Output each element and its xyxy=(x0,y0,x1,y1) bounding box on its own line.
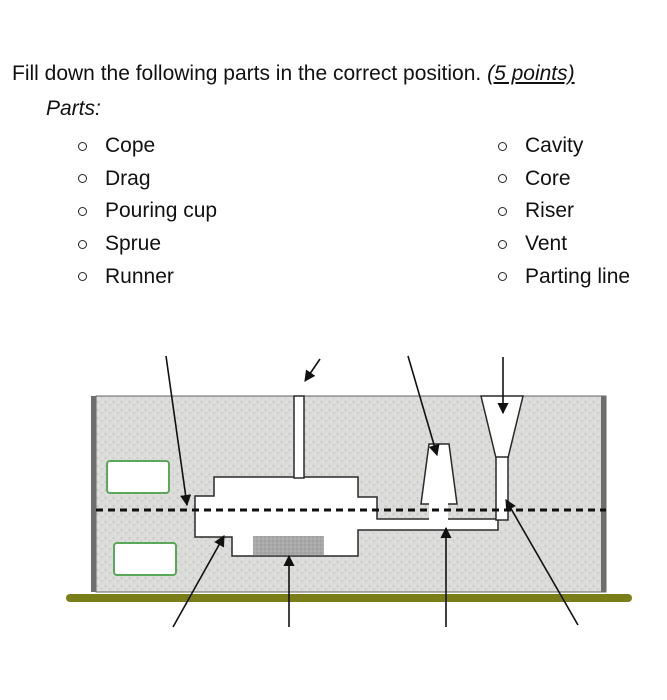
part-label: Drag xyxy=(105,166,151,190)
part-label: Core xyxy=(525,166,571,190)
points-label: (5 points) xyxy=(487,62,575,85)
part-label: Runner xyxy=(105,264,174,288)
flask-wall-right xyxy=(601,396,606,592)
part-label: Vent xyxy=(525,232,568,256)
arrow-sprue xyxy=(305,359,320,381)
sprue xyxy=(294,396,304,478)
part-label: Pouring cup xyxy=(105,199,218,223)
parts-heading: Parts: xyxy=(46,97,101,120)
part-label: Riser xyxy=(525,199,575,223)
part-label: Parting line xyxy=(525,264,631,288)
part-label: Cope xyxy=(105,134,156,158)
core xyxy=(253,536,324,555)
base-plate xyxy=(66,594,632,602)
question-prompt: Fill down the following parts in the correct position. xyxy=(12,62,488,85)
part-label: Cavity xyxy=(525,134,584,158)
label-box-drag[interactable] xyxy=(114,543,176,575)
label-box-cope[interactable] xyxy=(107,461,169,493)
flask-wall-left xyxy=(91,396,96,592)
part-label: Sprue xyxy=(105,232,162,256)
